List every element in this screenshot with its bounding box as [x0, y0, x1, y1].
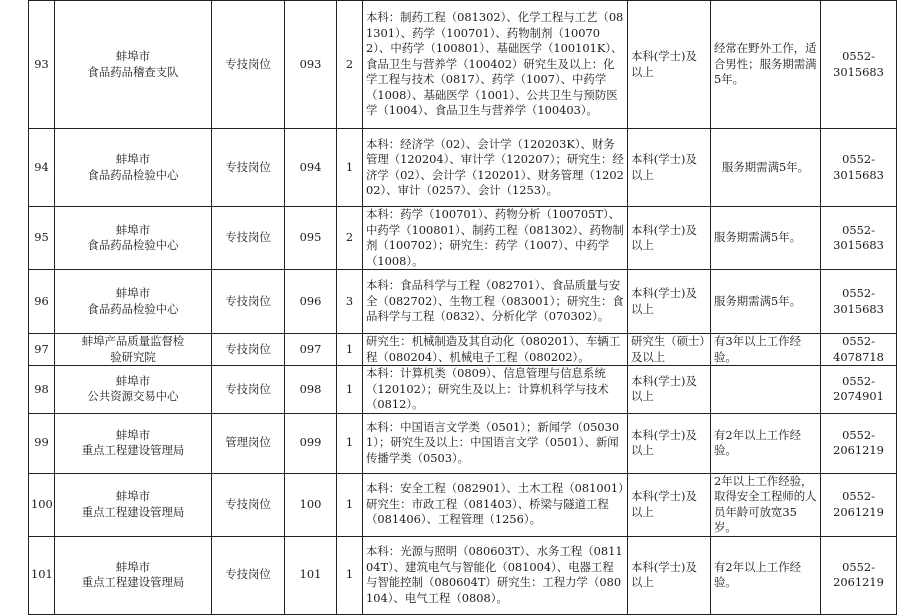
unit-name: 蚌埠市 食品药品稽查支队: [55, 1, 212, 129]
post-code: 095: [285, 207, 337, 270]
row-number: 94: [29, 129, 55, 207]
post-code: 101: [285, 536, 337, 614]
unit-name: 蚌埠市 食品药品检验中心: [55, 270, 212, 334]
major-requirements: 本科：药学（100701）、药物分析（100705T）、中药学（100801）、制药工程（081302）、药物制剂（100702）；研究生：药学（1007）、中药学（1008）。: [363, 207, 628, 270]
other-notes: 经常在野外工作，适合男性；服务期需满5年。: [711, 1, 821, 129]
education-requirement: 本科(学士)及以上: [628, 129, 711, 207]
post-code: 098: [285, 366, 337, 414]
other-notes: 有2年以上工作经验。: [711, 413, 821, 473]
post-code: 096: [285, 270, 337, 334]
major-requirements: 研究生：机械制造及其自动化（080201）、车辆工程（080204）、机械电子工程（080202）。: [363, 334, 628, 366]
hire-count: 3: [337, 270, 363, 334]
post-code: 097: [285, 334, 337, 366]
unit-name: 蚌埠市 重点工程建设管理局: [55, 473, 212, 536]
hire-count: 2: [337, 1, 363, 129]
table-row: [29, 473, 897, 536]
table-row: [29, 1, 897, 129]
education-requirement: 本科(学士)及以上: [628, 270, 711, 334]
post-type: 专技岗位: [212, 1, 285, 129]
major-requirements: 本科：光源与照明（080603T）、水务工程（081104T）、建筑电气与智能化（081004）、电器工程与智能控制（080604T）研究生：工程力学（080104）、电气工程（0808）。: [363, 536, 628, 614]
education-requirement: 研究生（硕士）及以上: [628, 334, 711, 366]
other-notes: 有2年以上工作经验。: [711, 536, 821, 614]
table-row: [29, 536, 897, 614]
contact-phone: 0552-3015683: [821, 270, 897, 334]
row-number: 97: [29, 334, 55, 366]
unit-name: 蚌埠市 食品药品检验中心: [55, 129, 212, 207]
row-number: 99: [29, 413, 55, 473]
post-type: 专技岗位: [212, 270, 285, 334]
post-code: 094: [285, 129, 337, 207]
major-requirements: 本科：安全工程（082901）、土木工程（081001）研究生：市政工程（081403）、桥梁与隧道工程（081406）、工程管理（1256）。: [363, 473, 628, 536]
other-notes: 服务期需满5年。: [711, 129, 821, 207]
contact-phone: 0552-4078718: [821, 334, 897, 366]
hire-count: 1: [337, 334, 363, 366]
row-number: 95: [29, 207, 55, 270]
other-notes: 服务期需满5年。: [711, 270, 821, 334]
post-type: 专技岗位: [212, 334, 285, 366]
contact-phone: 0552-2074901: [821, 366, 897, 414]
unit-name: 蚌埠产品质量监督检 验研究院: [55, 334, 212, 366]
post-type: 专技岗位: [212, 207, 285, 270]
table-row: [29, 270, 897, 334]
table-row: [29, 334, 897, 366]
education-requirement: 本科(学士)及以上: [628, 413, 711, 473]
row-number: 93: [29, 1, 55, 129]
major-requirements: 本科：食品科学与工程（082701）、食品质量与安全（082702）、生物工程（083001）；研究生：食品科学与工程（0832）、分析化学（070302）。: [363, 270, 628, 334]
table-row: [29, 366, 897, 414]
hire-count: 1: [337, 413, 363, 473]
education-requirement: 本科(学士)及以上: [628, 473, 711, 536]
education-requirement: 本科(学士)及以上: [628, 1, 711, 129]
unit-name: 蚌埠市 重点工程建设管理局: [55, 413, 212, 473]
post-code: 100: [285, 473, 337, 536]
contact-phone: 0552-2061219: [821, 536, 897, 614]
hire-count: 1: [337, 366, 363, 414]
post-code: 099: [285, 413, 337, 473]
contact-phone: 0552-3015683: [821, 129, 897, 207]
unit-name: 蚌埠市 重点工程建设管理局: [55, 536, 212, 614]
major-requirements: 本科：中国语言文学类（0501）；新闻学（050301）；研究生及以上：中国语言文学（0501）、新闻传播学类（0503）。: [363, 413, 628, 473]
row-number: 98: [29, 366, 55, 414]
unit-name: 蚌埠市 食品药品检验中心: [55, 207, 212, 270]
row-number: 100: [29, 473, 55, 536]
row-number: 101: [29, 536, 55, 614]
post-type: 专技岗位: [212, 473, 285, 536]
contact-phone: 0552-2061219: [821, 473, 897, 536]
positions-table: [28, 0, 897, 615]
contact-phone: 0552-2061219: [821, 413, 897, 473]
other-notes: 服务期需满5年。: [711, 207, 821, 270]
post-type: 专技岗位: [212, 536, 285, 614]
post-type: 专技岗位: [212, 129, 285, 207]
contact-phone: 0552-3015683: [821, 1, 897, 129]
table-row: [29, 207, 897, 270]
row-number: 96: [29, 270, 55, 334]
hire-count: 1: [337, 129, 363, 207]
post-type: 管理岗位: [212, 413, 285, 473]
education-requirement: 本科(学士)及以上: [628, 207, 711, 270]
other-notes: 2年以上工作经验，取得安全工程师的人员年龄可放宽35岁。: [711, 473, 821, 536]
hire-count: 2: [337, 207, 363, 270]
major-requirements: 本科：经济学（02）、会计学（120203K）、财务管理（120204）、审计学（120207）；研究生：经济学（02）、会计学（120201）、财务管理（120202）、审计（0257）、会计（1253）。: [363, 129, 628, 207]
table-row: [29, 129, 897, 207]
contact-phone: 0552-3015683: [821, 207, 897, 270]
education-requirement: 本科(学士)及以上: [628, 366, 711, 414]
hire-count: 1: [337, 536, 363, 614]
table-row: [29, 413, 897, 473]
unit-name: 蚌埠市 公共资源交易中心: [55, 366, 212, 414]
major-requirements: 本科：计算机类（0809）、信息管理与信息系统（120102）；研究生及以上：计算机科学与技术（0812）。: [363, 366, 628, 414]
education-requirement: 本科(学士)及以上: [628, 536, 711, 614]
hire-count: 1: [337, 473, 363, 536]
post-code: 093: [285, 1, 337, 129]
other-notes: [711, 366, 821, 414]
other-notes: 有3年以上工作经验。: [711, 334, 821, 366]
major-requirements: 本科：制药工程（081302）、化学工程与工艺（081301）、药学（100701）、药物制剂（100702）、中药学（100801）、基础医学（100101K）、食品卫生与营养学（100402）研究生及以上：化学工程与技术（0817）、药学（1007）、中药学（1008）、基础医学（1001）、公共卫生与预防医学（1004）、食品卫生与营养学（100403）。: [363, 1, 628, 129]
post-type: 专技岗位: [212, 366, 285, 414]
